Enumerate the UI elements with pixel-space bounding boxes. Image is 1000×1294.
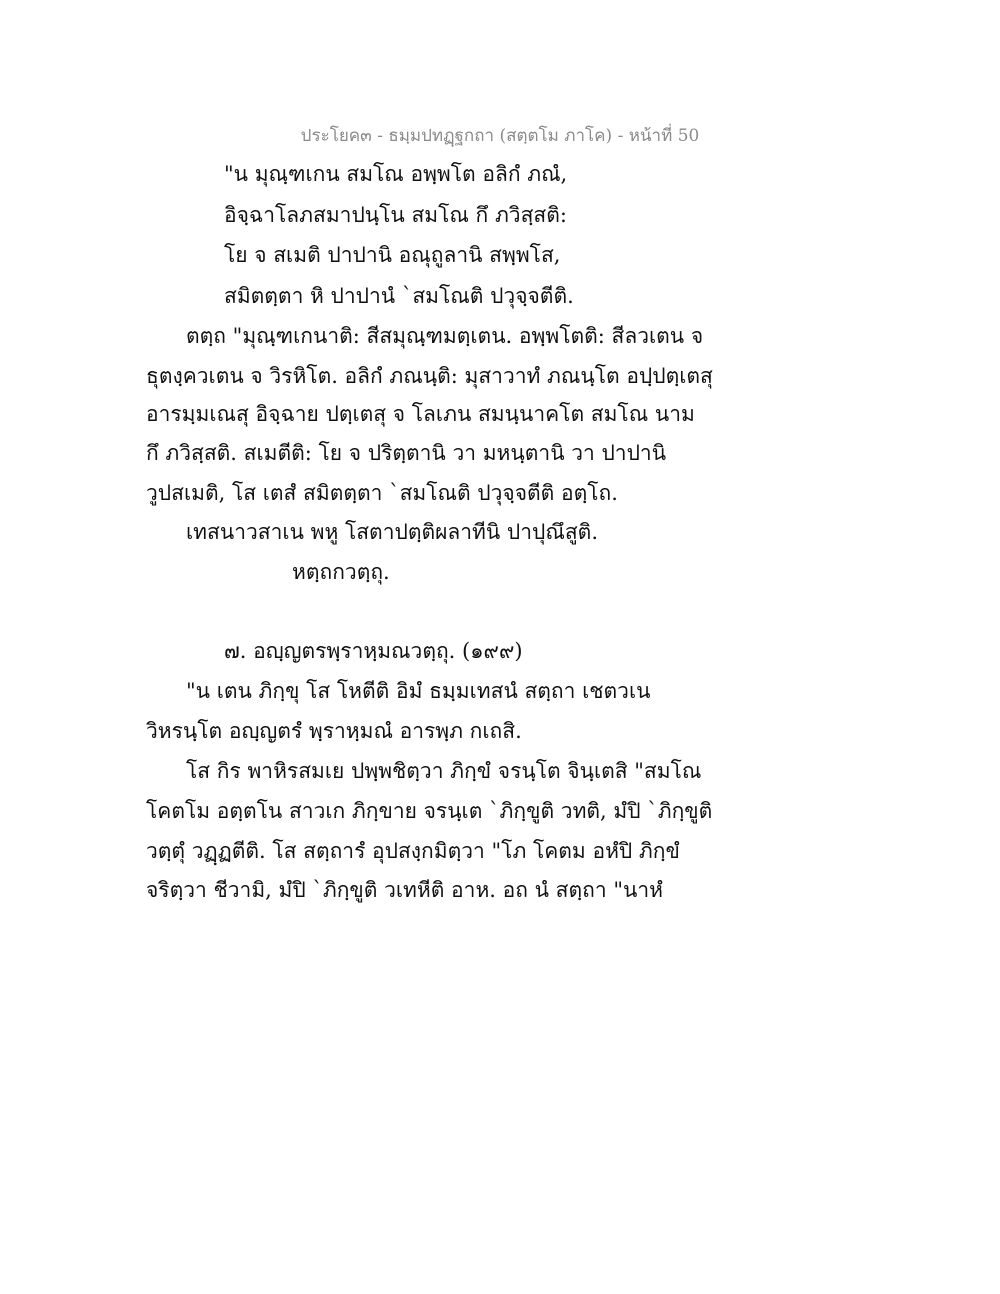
- commentary-line: ตตฺถ "มุณฺฑเกนาติ: สีสมุณฺฑมตฺเตน. อพฺพโตติ: สีลวเตน จ: [186, 324, 704, 348]
- verse-line: โย จ สเมติ ปาปานิ อณุถูลานิ สพฺพโส,: [224, 243, 561, 267]
- verse-line: สมิตตฺตา หิ ปาปานํ `สมโณติ ปวุจฺจตีติ.: [224, 284, 574, 308]
- commentary-line: ธุตงฺควเตน จ วิรหิโต. อลิกํ ภณนฺติ: มุสาวาทํ ภณนฺโต อปฺปตฺเตสุ: [146, 364, 713, 388]
- commentary-line: กึ ภวิสฺสติ. สเมตีติ: โย จ ปริตฺตานิ วา มหนฺตานิ วา ปาปานิ: [146, 441, 667, 465]
- page-header: ประโยค๓ - ธมฺมปทฏฺฐกถา (สตฺตโม ภาโค) - หน้าที่ 50: [300, 126, 700, 146]
- story-line: วิหรนฺโต อญฺญตรํ พฺราหฺมณํ อารพฺภ กเถสิ.: [146, 719, 522, 743]
- story-line: "น เตน ภิกฺขุ โส โหตีติ อิมํ ธมฺมเทสนํ สตฺถา เชตวเน: [186, 679, 651, 703]
- story-end-title: หตฺถกวตฺถุ.: [292, 560, 390, 584]
- commentary-line: อารมฺมเณสุ อิจฺฉาย ปตฺเตสุ จ โลเภน สมนฺนาคโต สมโณ นาม: [146, 402, 695, 426]
- story-title: ๗. อญฺญตรพฺราหฺมณวตฺถุ. (๑๙๙): [224, 639, 523, 663]
- verse-line: "น มุณฺฑเกน สมโณ อพฺพโต อลิกํ ภณํ,: [224, 162, 568, 186]
- desana-line: เทสนาวสาเน พหู โสตาปตฺติผลาทีนิ ปาปุณึสูติ.: [186, 520, 598, 544]
- story-line: จริตฺวา ชีวามิ, มํปิ `ภิกฺขูติ วเทหีติ อาห. อถ นํ สตฺถา "นาหํ: [146, 878, 663, 902]
- story-line: โคตโม อตฺตโน สาวเก ภิกฺขาย จรนฺเต `ภิกฺขูติ วทติ, มํปิ `ภิกฺขูติ: [146, 799, 713, 823]
- story-line: วตฺตุํ วฏฺฏตีติ. โส สตฺถารํ อุปสงฺกมิตฺวา "โภ โคตม อหํปิ ภิกฺขํ: [146, 839, 680, 863]
- story-line: โส กิร พาหิรสมเย ปพฺพชิตฺวา ภิกฺขํ จรนฺโต จินฺเตสิ "สมโณ: [186, 759, 702, 783]
- commentary-line: วูปสเมติ, โส เตสํ สมิตตฺตา `สมโณติ ปวุจฺจตีติ อตฺโถ.: [146, 481, 618, 505]
- verse-line: อิจฺฉาโลภสมาปนฺโน สมโณ กึ ภวิสฺสติ:: [224, 203, 567, 227]
